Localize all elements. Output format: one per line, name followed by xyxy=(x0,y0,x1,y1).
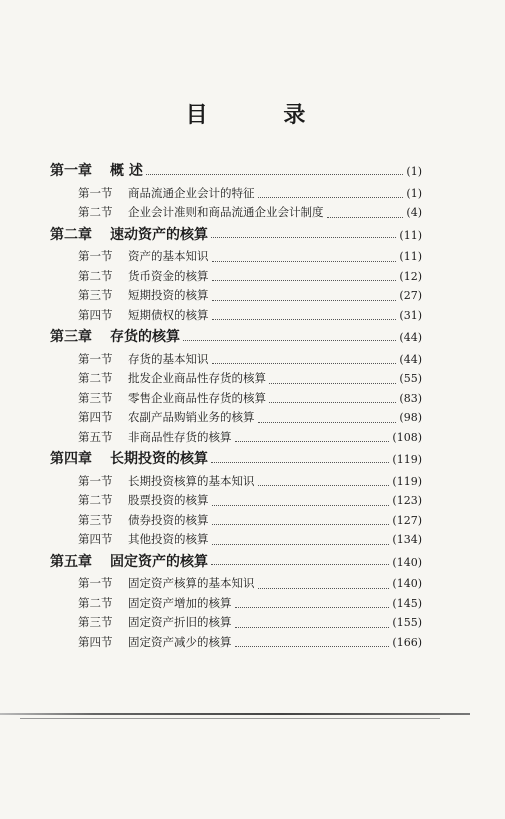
dot-leader xyxy=(235,646,390,647)
chapter-page-number: (11) xyxy=(399,228,422,242)
section-title: 非商品性存货的核算 xyxy=(128,429,232,444)
dot-leader xyxy=(212,544,390,545)
section-title: 其他投资的核算 xyxy=(128,532,209,546)
section-page-number: (12) xyxy=(399,269,422,283)
dot-leader xyxy=(258,588,390,589)
section-number: 第三节 xyxy=(78,512,113,527)
section-title: 批发企业商品性存货的核算 xyxy=(128,371,266,385)
section-title: 资产的基本知识 xyxy=(128,249,209,263)
section-page-number: (119) xyxy=(392,474,422,488)
section-number: 第二节 xyxy=(78,493,113,507)
section-number: 第一节 xyxy=(78,249,113,263)
toc-section-row xyxy=(78,370,422,390)
section-page-number: (4) xyxy=(406,206,422,219)
dot-leader xyxy=(212,280,397,281)
section-title: 固定资产核算的基本知识 xyxy=(128,576,255,590)
footer-rule xyxy=(0,713,470,715)
section-number: 第二节 xyxy=(78,371,113,385)
section-page-number: (166) xyxy=(392,635,422,649)
chapter-title: 概 述 xyxy=(110,163,143,179)
section-page-number: (1) xyxy=(406,186,422,200)
toc-section-row xyxy=(78,595,422,615)
toc-section-row xyxy=(78,575,422,595)
chapter-page-number: (1) xyxy=(406,165,422,178)
section-title: 长期投资核算的基本知识 xyxy=(128,473,255,488)
section-number: 第五节 xyxy=(78,429,113,444)
dot-leader xyxy=(258,197,404,198)
section-title: 存货的基本知识 xyxy=(128,351,209,366)
section-title: 固定资产折旧的核算 xyxy=(128,615,232,629)
section-page-number: (27) xyxy=(399,289,422,302)
section-page-number: (55) xyxy=(399,372,422,385)
chapter-number: 第五章 xyxy=(50,553,92,570)
toc-section-row xyxy=(78,307,422,327)
section-title: 固定资产减少的核算 xyxy=(128,634,232,649)
section-number: 第三节 xyxy=(78,615,113,629)
section-page-number: (31) xyxy=(399,308,422,322)
section-page-number: (44) xyxy=(399,352,422,366)
toc-chapter-row xyxy=(50,160,422,182)
section-title: 短期债权的核算 xyxy=(128,307,209,322)
section-title: 短期投资的核算 xyxy=(128,288,209,302)
chapter-title: 存货的核算 xyxy=(110,329,180,345)
toc-section-row xyxy=(78,268,422,288)
dot-leader xyxy=(258,485,390,486)
section-title: 债券投资的核算 xyxy=(128,512,209,527)
chapter-page-number: (119) xyxy=(392,453,422,466)
chapter-title: 固定资产的核算 xyxy=(110,553,208,570)
toc-section-row xyxy=(78,185,422,205)
section-page-number: (155) xyxy=(392,616,422,629)
chapter-number: 第四章 xyxy=(50,451,92,467)
dot-leader xyxy=(212,300,397,301)
dot-leader xyxy=(211,564,389,565)
section-title: 货币资金的核算 xyxy=(128,268,209,283)
dot-leader xyxy=(258,422,397,423)
chapter-title: 长期投资的核算 xyxy=(110,451,208,467)
toc-section-row xyxy=(78,248,422,268)
section-number: 第一节 xyxy=(78,351,113,366)
dot-leader xyxy=(235,627,390,628)
toc-section-row xyxy=(78,634,422,654)
toc-chapter-row xyxy=(50,448,422,470)
toc-section-row xyxy=(78,409,422,429)
dot-leader xyxy=(212,363,397,364)
chapter-title: 速动资产的核算 xyxy=(110,226,208,243)
toc-section-row xyxy=(78,473,422,493)
dot-leader xyxy=(269,402,396,403)
section-title: 企业会计准则和商品流通企业会计制度 xyxy=(128,205,324,219)
toc-chapter-row xyxy=(50,551,422,573)
section-number: 第一节 xyxy=(78,576,113,590)
dot-leader xyxy=(269,383,396,384)
section-number: 第二节 xyxy=(78,595,113,610)
chapter-number: 第一章 xyxy=(50,163,92,179)
toc-section-row xyxy=(78,429,422,449)
section-number: 第四节 xyxy=(78,634,113,649)
toc-chapter-row xyxy=(50,224,422,246)
section-number: 第一节 xyxy=(78,473,113,488)
dot-leader xyxy=(212,505,390,506)
section-page-number: (145) xyxy=(392,596,422,610)
dot-leader xyxy=(327,217,404,218)
section-page-number: (11) xyxy=(399,250,422,263)
dot-leader xyxy=(212,524,390,525)
toc-section-row xyxy=(78,614,422,634)
footer-rule-secondary xyxy=(20,718,440,719)
dot-leader xyxy=(211,237,396,238)
section-title: 股票投资的核算 xyxy=(128,493,209,507)
section-title: 农副产品购销业务的核算 xyxy=(128,410,255,424)
dot-leader xyxy=(146,174,404,175)
section-page-number: (134) xyxy=(392,533,422,546)
toc-section-row xyxy=(78,287,422,307)
toc-section-row xyxy=(78,512,422,532)
chapter-page-number: (140) xyxy=(392,555,422,569)
section-page-number: (98) xyxy=(399,411,422,424)
dot-leader xyxy=(212,261,397,262)
toc-chapter-row xyxy=(50,326,422,348)
toc-section-row xyxy=(78,390,422,410)
section-number: 第二节 xyxy=(78,205,113,219)
dot-leader xyxy=(235,441,390,442)
section-number: 第四节 xyxy=(78,532,113,546)
toc-section-row xyxy=(78,204,422,224)
chapter-page-number: (44) xyxy=(399,331,422,344)
section-page-number: (127) xyxy=(392,513,422,527)
toc-section-row xyxy=(78,531,422,551)
dot-leader xyxy=(212,319,397,320)
toc-section-row xyxy=(78,492,422,512)
section-page-number: (83) xyxy=(399,391,422,405)
section-page-number: (108) xyxy=(392,430,422,444)
dot-leader xyxy=(211,462,389,463)
section-number: 第二节 xyxy=(78,268,113,283)
toc-section-row xyxy=(78,351,422,371)
section-number: 第四节 xyxy=(78,410,113,424)
chapter-number: 第二章 xyxy=(50,226,92,243)
section-number: 第四节 xyxy=(78,307,113,322)
section-page-number: (123) xyxy=(392,494,422,507)
dot-leader xyxy=(183,340,396,341)
section-title: 固定资产增加的核算 xyxy=(128,595,232,610)
chapter-number: 第三章 xyxy=(50,329,92,345)
section-page-number: (140) xyxy=(392,577,422,590)
section-number: 第三节 xyxy=(78,390,113,405)
section-title: 零售企业商品性存货的核算 xyxy=(128,390,266,405)
dot-leader xyxy=(235,607,390,608)
page-title: 目 录 xyxy=(185,103,340,128)
section-number: 第三节 xyxy=(78,288,113,302)
section-number: 第一节 xyxy=(78,185,113,200)
section-title: 商品流通企业会计的特征 xyxy=(128,185,255,200)
